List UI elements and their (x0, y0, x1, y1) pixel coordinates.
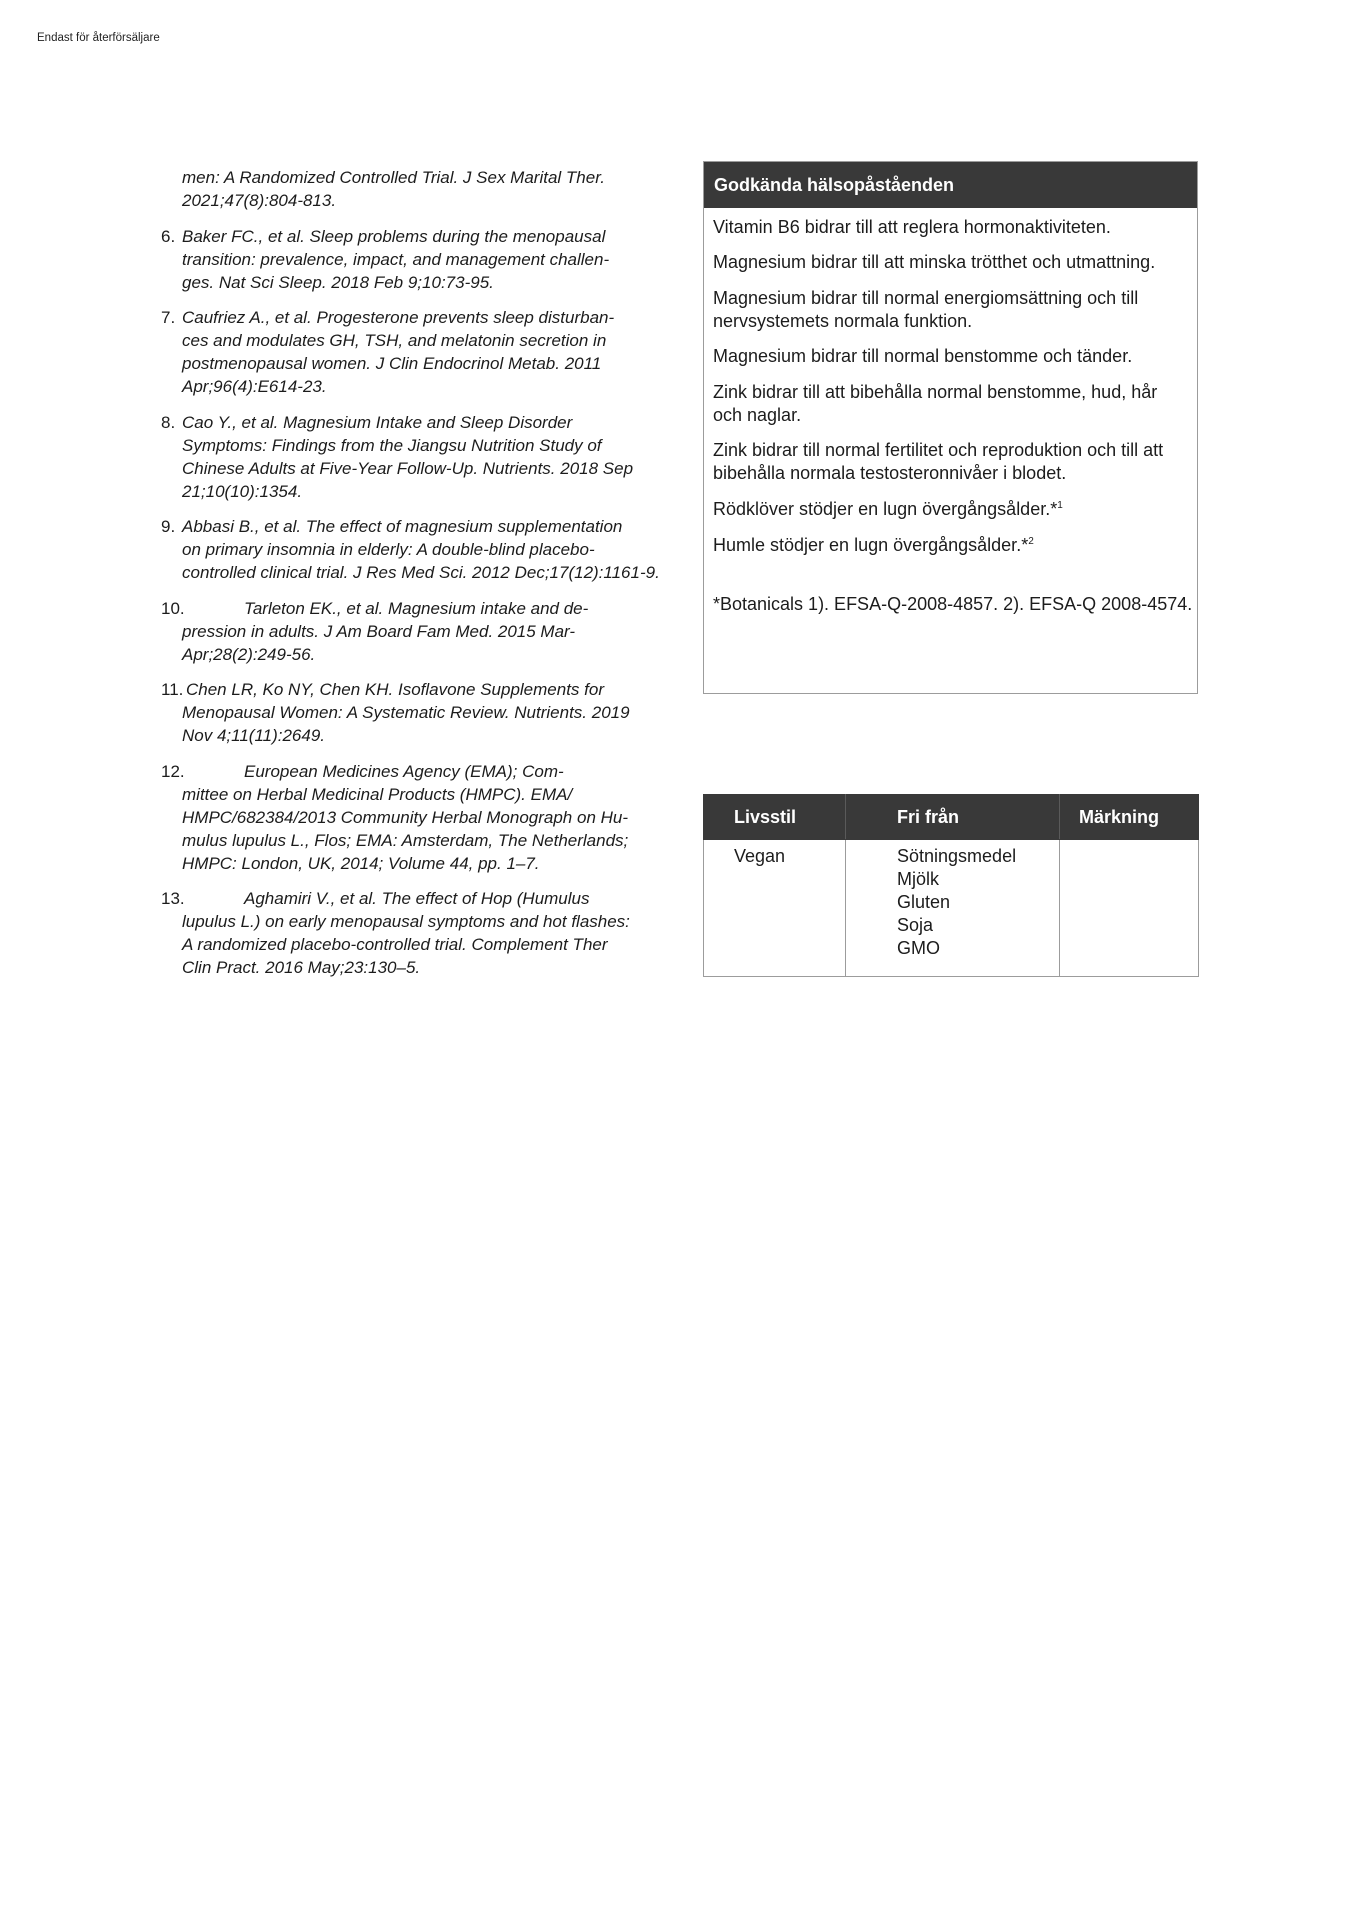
references-column (161, 166, 681, 992)
health-claims-box (703, 161, 1198, 694)
reference-line: Symptoms: Findings from the Jiangsu Nutrition Study of (182, 435, 602, 455)
health-claim-line: Vitamin B6 bidrar till att reglera hormonaktiviteten. (713, 216, 1111, 237)
health-claim (713, 439, 1188, 485)
reference-line: pression in adults. J Am Board Fam Med. 2015 Mar- (182, 621, 576, 641)
reference-line: 2021;47(8):804-813. (182, 191, 337, 210)
reference-line: transition: prevalence, impact, and management challen- (182, 249, 610, 269)
reference-item (161, 597, 681, 666)
reference-line: HMPC/682384/2013 Community Herbal Monograph on Hu- (182, 807, 629, 827)
health-claim-line (713, 534, 1188, 557)
health-claim (713, 287, 1188, 333)
reference-line: postmenopausal women. J Clin Endocrinol Metab. 2011 (182, 354, 602, 373)
health-claim-line: Magnesium bidrar till normal energiomsättning och till (713, 287, 1139, 308)
reference-number: 7. (161, 308, 176, 327)
health-claim-line: Zink bidrar till att bibehålla normal benstomme, hud, hår (713, 381, 1158, 402)
reference-continuation (161, 166, 681, 212)
botanicals-footnote: *Botanicals 1). EFSA-Q-2008-4857. 2). EFSA-Q 2008-4574. (713, 593, 1193, 614)
table-row (704, 840, 1199, 977)
reference-line: men: A Randomized Controlled Trial. J Sex Marital Ther. (182, 168, 605, 187)
reference-number: 13. (161, 889, 185, 908)
reference-number: 10. (161, 598, 185, 618)
free-from-item: Gluten (897, 892, 951, 912)
health-claim-line (713, 498, 1188, 521)
reference-item (161, 411, 681, 503)
free-from-item: Mjölk (897, 869, 940, 889)
column-header-livsstil: Livsstil (704, 795, 846, 840)
reference-line: Apr;96(4):E614-23. (182, 377, 327, 396)
reference-line: ges. Nat Sci Sleep. 2018 Feb 9;10:73-95. (182, 272, 494, 292)
health-claims-title: Godkända hälsopåståenden (704, 162, 1197, 208)
reference-item (161, 225, 681, 294)
health-claim-line: Magnesium bidrar till normal benstomme och tänder. (713, 346, 1133, 367)
health-claim (713, 381, 1188, 427)
health-claim-text: Rödklöver stödjer en lugn övergångsålder.* (713, 499, 1058, 520)
reference-number: 6. (161, 226, 176, 246)
reference-number: 12. (161, 761, 185, 781)
health-claim-line: och naglar. (713, 404, 802, 425)
reference-line: Caufriez A., et al. Progesterone prevents sleep disturban- (182, 308, 615, 327)
reference-line: A randomized placebo-controlled trial. Complement Ther (182, 935, 608, 954)
reference-line: mittee on Herbal Medicinal Products (HMPC). EMA/ (182, 784, 573, 804)
reference-line: HMPC: London, UK, 2014; Volume 44, pp. 1–7. (182, 853, 540, 873)
reference-line: lupulus L.) on early menopausal symptoms and hot flashes: (182, 912, 630, 931)
footnote-marker: 2 (1028, 535, 1034, 547)
reference-item (161, 678, 681, 747)
health-claim (713, 216, 1188, 239)
reference-line: Apr;28(2):249-56. (182, 644, 316, 664)
reference-line: on primary insomnia in elderly: A double-blind placebo- (182, 540, 595, 559)
reference-line: Abbasi B., et al. The effect of magnesium supplementation (182, 517, 623, 536)
reference-line: Clin Pract. 2016 May;23:130–5. (182, 958, 421, 977)
health-claim-text: Humle stödjer en lugn övergångsålder.* (713, 534, 1029, 555)
reference-line: ces and modulates GH, TSH, and melatonin secretion in (182, 331, 607, 350)
footnote-marker: 1 (1057, 500, 1063, 512)
health-claim (713, 534, 1188, 557)
health-claims-list (704, 208, 1197, 616)
marking-cell (1060, 840, 1199, 977)
lifestyle-cell: Vegan (704, 840, 846, 977)
page-label: Endast för återförsäljare (37, 32, 160, 44)
reference-item (161, 515, 681, 584)
reference-line: mulus lupulus L., Flos; EMA: Amsterdam, The Netherlands; (182, 830, 629, 850)
reference-line: Nov 4;11(11):2649. (182, 726, 326, 745)
health-claim-line: nervsystemets normala funktion. (713, 310, 973, 331)
reference-number: 8. (161, 412, 176, 432)
health-claim (713, 251, 1188, 274)
reference-line: Menopausal Women: A Systematic Review. Nutrients. 2019 (182, 703, 630, 722)
health-claim-line: Magnesium bidrar till att minska trötthet och utmattning. (713, 252, 1156, 273)
reference-line: Aghamiri V., et al. The effect of Hop (Humulus (244, 889, 590, 908)
reference-line: Baker FC., et al. Sleep problems during the menopausal (182, 226, 606, 246)
lifestyle-table (703, 794, 1199, 977)
free-from-item: Sötningsmedel (897, 846, 1017, 866)
free-from-item: Soja (897, 915, 934, 935)
table-header-row (704, 795, 1199, 840)
column-header-fri-fran: Fri från (846, 795, 1060, 840)
reference-line: Chinese Adults at Five-Year Follow-Up. Nutrients. 2018 Sep (182, 458, 634, 478)
reference-line: 21;10(10):1354. (182, 481, 303, 501)
reference-line: European Medicines Agency (EMA); Com- (244, 761, 564, 781)
health-claim (713, 498, 1188, 521)
health-claim-line: bibehålla normala testosteronnivåer i blodet. (713, 463, 1067, 484)
reference-line: Cao Y., et al. Magnesium Intake and Sleep Disorder (182, 412, 573, 432)
reference-line: Tarleton EK., et al. Magnesium intake and de- (244, 598, 589, 618)
reference-item (161, 306, 681, 398)
reference-number: 9. (161, 517, 176, 536)
health-claim-line: Zink bidrar till normal fertilitet och reproduktion och till att (713, 440, 1164, 461)
health-claim (713, 345, 1188, 368)
reference-line: Chen LR, Ko NY, Chen KH. Isoflavone Supplements for (186, 680, 604, 699)
reference-item (161, 887, 681, 979)
reference-number: 11. (161, 680, 184, 699)
reference-item (161, 760, 681, 875)
column-header-markning: Märkning (1060, 795, 1199, 840)
free-from-item: GMO (897, 938, 940, 958)
reference-line: controlled clinical trial. J Res Med Sci. 2012 Dec;17(12):1161-9. (182, 563, 660, 582)
free-from-cell (846, 840, 1060, 977)
